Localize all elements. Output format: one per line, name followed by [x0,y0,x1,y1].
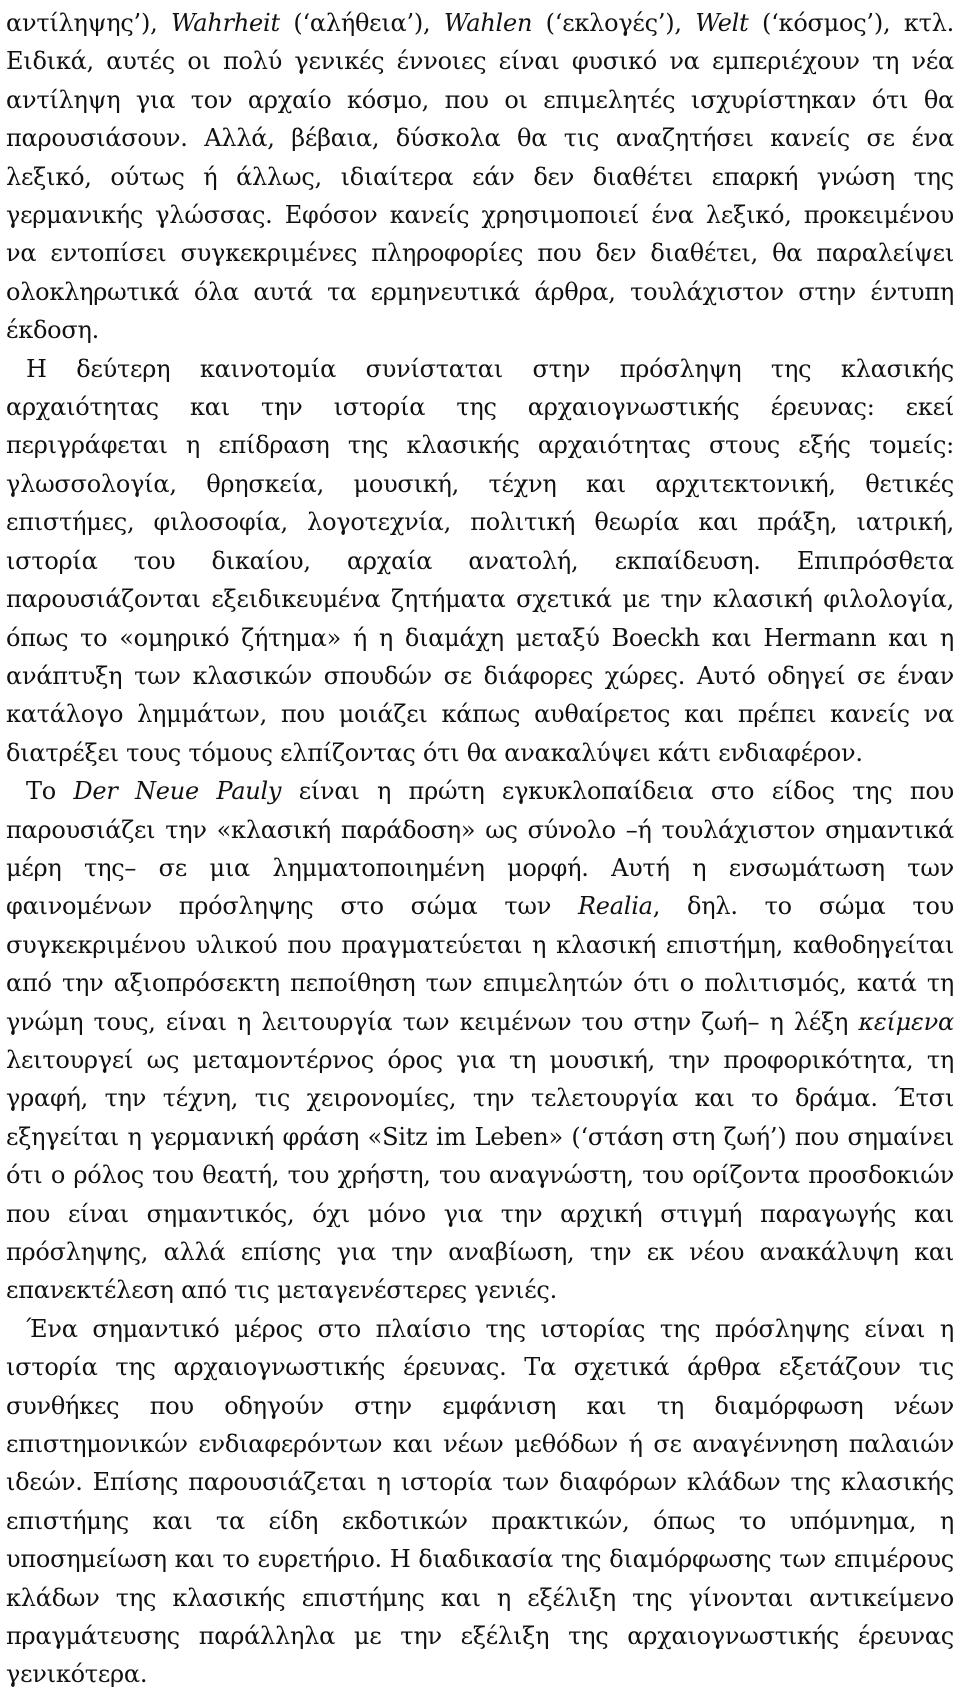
text-segment: λειτουργεί ως μεταμοντέρνος όρος για τη μουσική, την προφορικότητα, τη γραφή, την τέχνη, τις χειρονομίες, την τελετουργία και το δράμα. Έτσι εξηγείται η γερμανική φράση «Sitz im Leben» (‘στάση στη ζωή’) που σημαίνει ότι ο ρόλος του θεατή, του χρήστη, του αναγνώστη, του ορίζοντα προσδοκιών που είναι σημαντικός, όχι μόνο για την αρχική στιγμή παραγωγής και πρόσληψης, αλλά επίσης για την αναβίωση, την εκ νέου ανακάλυψη και επανεκτέλεση από τις μεταγενέστερες γενιές. [6,1045,954,1305]
title-der-neue-pauly: Der Neue Pauly [73,777,282,806]
text-segment: Η δεύτερη καινοτομία συνίσταται στην πρόσληψη της κλασικής αρχαιότητας και την ιστορία της αρχαιογνωστικής έρευνας: εκεί περιγράφεται η επίδραση της κλασικής αρχαιότητας στους εξής τομείς: γλωσσολογία, θρησκεία, μουσική, τέχνη και αρχιτεκτονική, θετικές επιστήμες, φιλοσοφία, λογοτεχνία, πολιτική θεωρία και πράξη, ιατρική, ιστορία του δικαίου, αρχαία ανατολή, εκπαίδευση. Επιπρόσθετα παρουσιάζονται εξειδικευμένα ζητήματα σχετικά με την κλασική φιλολογία, όπως το «ομηρικό ζήτημα» ή η διαμάχη μεταξύ Boeckh και Hermann και η ανάπτυξη των κλασικών σπουδών σε διάφορες χώρες. Αυτό οδηγεί σε έναν κατάλογο λημμάτων, που μοιάζει κάπως αυθαίρετος και πρέπει κανείς να διατρέξει τους τόμους ελπίζοντας ότι θα ανακαλύψει κάτι ενδιαφέρον. [6,354,954,767]
text-segment: , δηλ. το σώμα του συγκεκριμένου υλικού που πραγματεύεται η κλασική επιστήμη, καθοδηγείται από την αξιοπρόσεκτη πεποίθηση των επιμελητών ότι ο πολιτισμός, κατά τη γνώμη τους, είναι η λειτουργία των κειμένων του στην ζωή– η λέξη [6,892,955,1036]
text-segment: αντίληψης’), [6,9,171,37]
text-segment: (‘εκλογές’), [532,9,696,37]
paragraph-1 [6,4,954,350]
paragraph-2 [6,350,954,772]
term-wahlen: Wahlen [443,9,533,37]
text-segment: Το [26,777,74,806]
term-keimena: κείμενα [858,1007,954,1036]
paragraph-3 [6,772,954,1310]
paragraph-4 [6,1310,954,1694]
text-segment: (‘αλήθεια’), [279,9,444,37]
term-welt: Welt [695,9,749,37]
text-segment: (‘κόσμος’), κτλ. Ειδικά, αυτές οι πολύ γενικές έννοιες είναι φυσικό να εμπεριέχουν τη νέα αντίληψη για τον αρχαίο κόσμο, που οι επιμελητές ισχυρίστηκαν ότι θα παρουσιάσουν. Αλλά, βέβαια, δύσκολα θα τις αναζητήσει κανείς σε ένα λεξικό, ούτως ή άλλως, ιδιαίτερα εάν δεν διαθέτει επαρκή γνώση της γερμανικής γλώσσας. Εφόσον κανείς χρησιμοποιεί ένα λεξικό, προκειμένου να εντοπίσει συγκεκριμένες πληροφορίες που δεν διαθέτει, θα παραλείψει ολοκληρωτικά όλα αυτά τα ερμηνευτικά άρθρα, τουλάχιστον στην έντυπη έκδοση. [6,9,955,345]
term-realia: Realia [577,892,653,921]
text-segment: είναι η πρώτη εγκυκλοπαίδεια στο είδος της που παρουσιάζει την «κλασική παράδοση» ως σύνολο –ή τουλάχιστον σημαντικά μέρη της– σε μια λημματοποιημένη μορφή. Αυτή η ενσωμάτωση των φαινομένων πρόσληψης στο σώμα των [6,777,955,921]
text-segment: Ένα σημαντικό μέρος στο πλαίσιο της ιστορίας της πρόσληψης είναι η ιστορία της αρχαιογνωστικής έρευνας. Τα σχετικά άρθρα εξετάζουν τις συνθήκες που οδηγούν στην εμφάνιση και τη διαμόρφωση νέων επιστημονικών ενδιαφερόντων και νέων μεθόδων ή σε αναγέννηση παλαιών ιδεών. Επίσης παρουσιάζεται η ιστορία των διαφόρων κλάδων της κλασικής επιστήμης και τα είδη εκδοτικών πρακτικών, όπως το υπόμνημα, η υποσημείωση και το ευρετήριο. Η διαδικασία της διαμόρφωσης των επιμέρους κλάδων της κλασικής επιστήμης και η εξέλιξη της γίνονται αντικείμενο πραγμάτευσης παράλληλα με την εξέλιξη της αρχαιογνωστικής έρευνας γενικότερα. [6,1314,954,1689]
term-wahrheit: Wahrheit [170,9,280,37]
